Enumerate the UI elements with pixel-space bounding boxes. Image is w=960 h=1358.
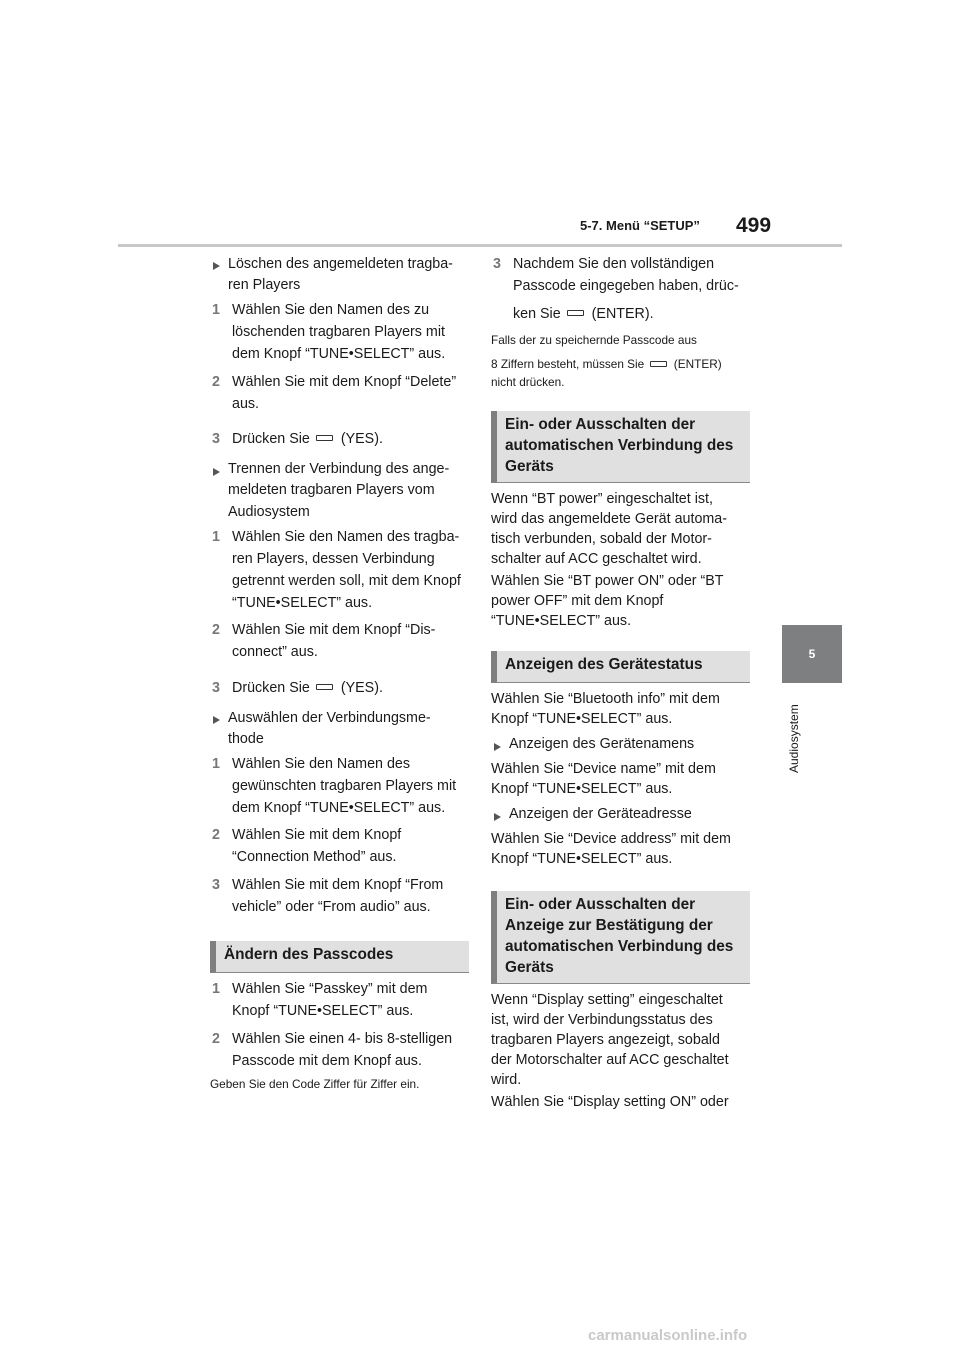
heading-text: Geräts [505, 959, 554, 976]
step-text: connect” aus. [232, 644, 318, 660]
step-text [210, 680, 383, 696]
paragraph-line: Knopf “TUNE•SELECT” aus. [491, 711, 673, 727]
step-text-pre: Drücken Sie [232, 680, 310, 696]
step-number: 2 [212, 622, 220, 638]
step-text [491, 306, 654, 322]
step-text: gewünschten tragbaren Players mit [232, 778, 457, 794]
heading-text: Ein- oder Ausschalten der [505, 416, 696, 433]
step-number: 3 [212, 680, 220, 696]
section-heading-passcode [210, 941, 469, 973]
paragraph-line: Wählen Sie “Device address” mit dem [491, 831, 731, 847]
step-text-pre: Drücken Sie [232, 431, 310, 447]
step-text: Wählen Sie mit dem Knopf [232, 827, 402, 843]
heading-text: Geräts [505, 458, 554, 475]
step-text: Knopf “TUNE•SELECT” aus. [232, 1003, 414, 1019]
note-text-post: (ENTER) [673, 357, 722, 371]
note-text: nicht drücken. [491, 375, 565, 389]
step-number: 2 [212, 827, 220, 843]
paragraph-line: “TUNE•SELECT” aus. [491, 613, 632, 629]
section-heading-auto-connect [491, 411, 750, 483]
step-text: “Connection Method” aus. [232, 849, 397, 865]
step-text-pre: ken Sie [513, 306, 561, 322]
header-rule [118, 244, 842, 247]
note-text-pre: 8 Ziffern besteht, müssen Sie [491, 357, 645, 371]
step-text: Wählen Sie mit dem Knopf “Delete” [232, 374, 457, 390]
step-text: aus. [232, 396, 260, 412]
step-text: getrennt werden soll, mit dem Knopf [232, 573, 461, 589]
button-icon [316, 435, 333, 441]
paragraph-line: Wählen Sie “Device name” mit dem [491, 761, 716, 777]
step-text: Wählen Sie einen 4- bis 8-stelligen [232, 1031, 453, 1047]
step-text: Wählen Sie mit dem Knopf “From [232, 877, 444, 893]
step-text: löschenden tragbaren Players mit [232, 324, 445, 340]
page-number: 499 [736, 214, 772, 237]
step-text-post: (ENTER). [591, 306, 654, 322]
step-number: 1 [212, 756, 220, 772]
step-text: dem Knopf “TUNE•SELECT” aus. [232, 346, 446, 362]
button-icon [650, 361, 667, 367]
paragraph-line: wird das angemeldete Gerät automa- [491, 511, 728, 527]
heading-text: Ändern des Passcodes [224, 946, 394, 963]
paragraph-line: Knopf “TUNE•SELECT” aus. [491, 851, 673, 867]
step-number: 1 [212, 302, 220, 318]
bullet-3-line-2: thode [228, 731, 264, 747]
paragraph-line: Knopf “TUNE•SELECT” aus. [491, 781, 673, 797]
step-text: Passcode eingegeben haben, drüc- [513, 278, 739, 294]
paragraph-line: power OFF” mit dem Knopf [491, 593, 664, 609]
heading-text: Anzeigen des Gerätestatus [505, 656, 703, 673]
paragraph-line: Wählen Sie “Bluetooth info” mit dem [491, 691, 720, 707]
step-text [210, 431, 383, 447]
step-text: dem Knopf “TUNE•SELECT” aus. [232, 800, 446, 816]
paragraph-line: Wenn “Display setting” eingeschaltet [491, 992, 723, 1008]
step-text: ren Players, dessen Verbindung [232, 551, 435, 567]
heading-text: Anzeige zur Bestätigung der [505, 917, 713, 934]
bullet-device-name: Anzeigen des Gerätenamens [509, 736, 695, 752]
step-text-post: (YES). [340, 431, 383, 447]
paragraph-line: der Motorschalter auf ACC geschaltet [491, 1052, 729, 1068]
step-number: 1 [212, 981, 220, 997]
step-number: 1 [212, 529, 220, 545]
chapter-label-text: Audiosystem [787, 704, 801, 773]
step-number: 3 [212, 877, 220, 893]
step-text: “TUNE•SELECT” aus. [232, 595, 373, 611]
step-number: 3 [493, 256, 501, 272]
step-text: Passcode mit dem Knopf aus. [232, 1053, 422, 1069]
bullet-2-line-3: Audiosystem [228, 504, 310, 520]
step-text: Wählen Sie den Namen des tragba- [232, 529, 460, 545]
step-text: Wählen Sie den Namen des [232, 756, 411, 772]
paragraph-line: ist, wird der Verbindungsstatus des [491, 1012, 713, 1028]
bullet-3-line-1: Auswählen der Verbindungsme- [228, 710, 431, 726]
paragraph-line: Wählen Sie “BT power ON” oder “BT [491, 573, 724, 589]
section-heading-device-status [491, 651, 750, 683]
button-icon [567, 310, 584, 316]
heading-text: Ein- oder Ausschalten der [505, 896, 696, 913]
heading-text: automatischen Verbindung des [505, 437, 734, 454]
section-title: 5-7. Menü “SETUP” [580, 218, 700, 233]
paragraph-line: tisch verbunden, sobald der Motor- [491, 531, 712, 547]
note-text: Geben Sie den Code Ziffer für Ziffer ein. [210, 1077, 420, 1091]
step-text: Wählen Sie den Namen des zu [232, 302, 430, 318]
chapter-tab: 5 [782, 625, 842, 683]
bullet-1-line-2: ren Players [228, 277, 301, 293]
heading-text: automatischen Verbindung des [505, 938, 734, 955]
note-text: Falls der zu speichernde Passcode aus [491, 333, 697, 347]
step-text: vehicle” oder “From audio” aus. [232, 899, 431, 915]
paragraph-line: tragbaren Players angezeigt, sobald [491, 1032, 720, 1048]
step-number: 2 [212, 374, 220, 390]
bullet-2-line-2: meldeten tragbaren Players vom [228, 482, 435, 498]
paragraph-line: Wählen Sie “Display setting ON” oder [491, 1094, 729, 1110]
paragraph-line: schalter auf ACC geschaltet wird. [491, 551, 702, 567]
step-number: 2 [212, 1031, 220, 1047]
chapter-label [787, 693, 801, 773]
paragraph-line: wird. [491, 1072, 522, 1088]
bullet-device-address: Anzeigen der Geräteadresse [509, 806, 692, 822]
step-text: Wählen Sie mit dem Knopf “Dis- [232, 622, 436, 638]
step-text-post: (YES). [340, 680, 383, 696]
bullet-1-line-1: Löschen des angemeldeten tragba- [228, 256, 453, 272]
button-icon [316, 684, 333, 690]
step-text: Nachdem Sie den vollständigen [513, 256, 715, 272]
step-text: Wählen Sie “Passkey” mit dem [232, 981, 428, 997]
watermark: carmanualsonline.info [588, 1327, 748, 1344]
note-text [491, 357, 722, 371]
section-heading-display-setting [491, 891, 750, 984]
paragraph-line: Wenn “BT power” eingeschaltet ist, [491, 491, 713, 507]
step-number: 3 [212, 431, 220, 447]
bullet-2-line-1: Trennen der Verbindung des ange- [228, 461, 450, 477]
